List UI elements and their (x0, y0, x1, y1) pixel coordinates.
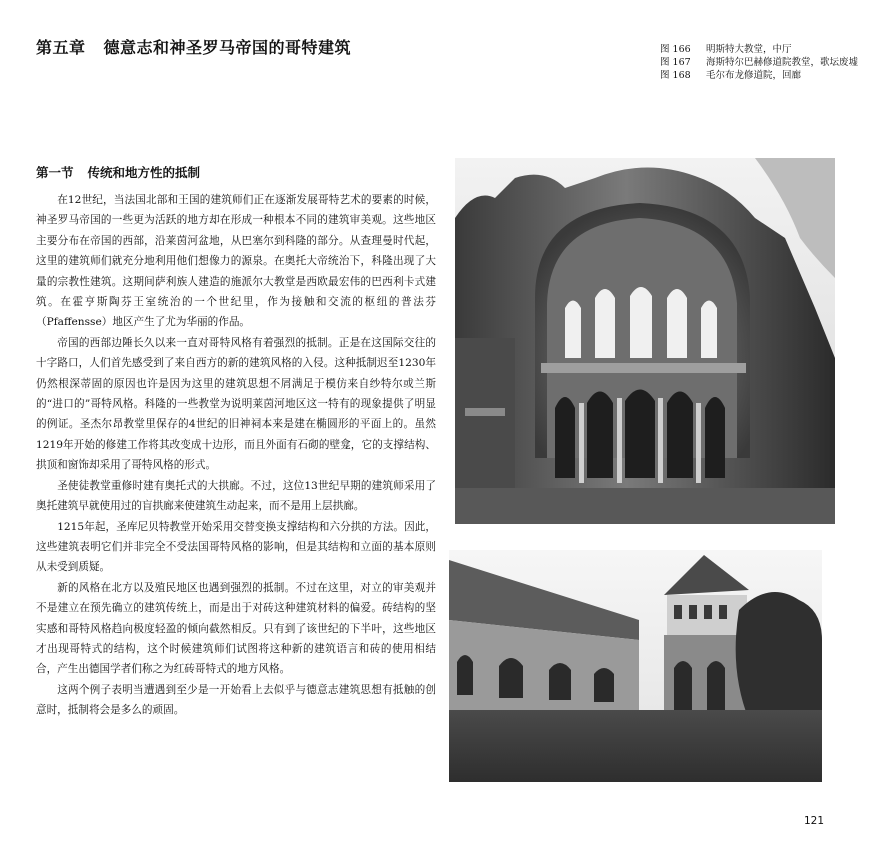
paragraph: 帝国的西部边陲长久以来一直对哥特风格有着强烈的抵制。正是在这国际交往的十字路口，人们首先感受到了来自西方的新的建筑风格的入侵。这种抵制迟至1230年仍然根深蒂固的原因也许是因为这里的建筑思想不屑满足于模仿来自纱特尔或兰斯的“进口的”哥特风格。科隆的一些教堂为说明莱茵河地区这一特有的现象提供了明显的例证。圣杰尔昂教堂里保存的4世纪的旧神祠本来是建在椭圆形的平面上的。虽然1219年开始的修建工作将其改变成十边形，而且外面有石砌的壁龛，它的支撑结构、拱顶和窗饰却采用了哥特风格的形式。 (36, 336, 436, 472)
chapter-heading (36, 35, 351, 58)
section-heading (36, 163, 200, 181)
paragraph: 这两个例子表明当遭遇到至少是一开始看上去似乎与德意志建筑思想有抵触的创意时，抵制将会是多么的顽固。 (36, 683, 436, 717)
figure-captions (660, 43, 865, 82)
maulbronn-cloister-photo (449, 550, 822, 782)
paragraph: 新的风格在北方以及殖民地区也遇到强烈的抵制。不过在这里，对立的审美观并不是建立在预先确立的建筑传统上，而是出于对砖这种建筑材料的偏爱。砖结构的坚实感和哥特风格趋向极度轻盈的倾向截然相反。只有到了该世纪的下半叶，这些地区才出现哥特式的结构，这个时候建筑师们试图将这种新的建筑语言和砖的使用相结合，产生出德国学者们称之为红砖哥特式的地方风格。 (36, 581, 436, 676)
page-number: 121 (804, 815, 825, 827)
haisterbach-choir-ruin-photo (455, 158, 835, 524)
section-title: 传统和地方性的抵制 (87, 165, 201, 180)
chapter-number: 第五章 (36, 38, 86, 57)
caption-figure-number: 图 167 (660, 57, 691, 68)
caption-figure-number: 图 166 (660, 44, 691, 55)
caption-item (660, 69, 865, 82)
caption-text: 海斯特尔巴赫修道院教堂，歌坛废墟 (706, 57, 859, 68)
caption-text: 明斯特大教堂，中厅 (706, 44, 792, 55)
caption-text: 毛尔布龙修道院，回廊 (706, 70, 802, 81)
section-number: 第一节 (36, 165, 74, 180)
caption-figure-number: 图 168 (660, 70, 691, 81)
paragraph: 圣使徒教堂重修时建有奥托式的大拱廊。不过，这位13世纪早期的建筑师采用了奥托建筑早就使用过的盲拱廊来使建筑生动起来，而不是用上层拱廊。 (36, 479, 436, 513)
caption-item (660, 43, 865, 56)
paragraph: 1215年起，圣库尼贝特教堂开始采用交替变换支撑结构和六分拱的方法。因此，这些建筑表明它们并非完全不受法国哥特风格的影响，但是其结构和立面的基本原则从未受到质疑。 (36, 520, 436, 574)
caption-item (660, 56, 865, 69)
chapter-title: 德意志和神圣罗马帝国的哥特建筑 (103, 38, 352, 57)
paragraph: 在12世纪，当法国北部和王国的建筑师们正在逐渐发展哥特艺术的要素的时候，神圣罗马帝国的一些更为活跃的地方却在形成一种根本不同的建筑审美观。这些地区主要分布在帝国的西部，沿莱茵河盆地，从巴塞尔到科隆的部分。从查理曼时代起，这里的建筑师们就充分地利用他们想像力的源泉。在奥托大帝统治下，科隆出现了大量的宗教性建筑。这期间萨利族人建造的施派尔大教堂是西欧最宏伟的巴西利卡式建筑。在霍亨斯陶芬王室统治的一个世纪里，作为接触和交流的枢纽的普法芬（Pfaffensse）地区产生了尤为华丽的作品。 (36, 194, 436, 329)
body-text (36, 190, 436, 721)
